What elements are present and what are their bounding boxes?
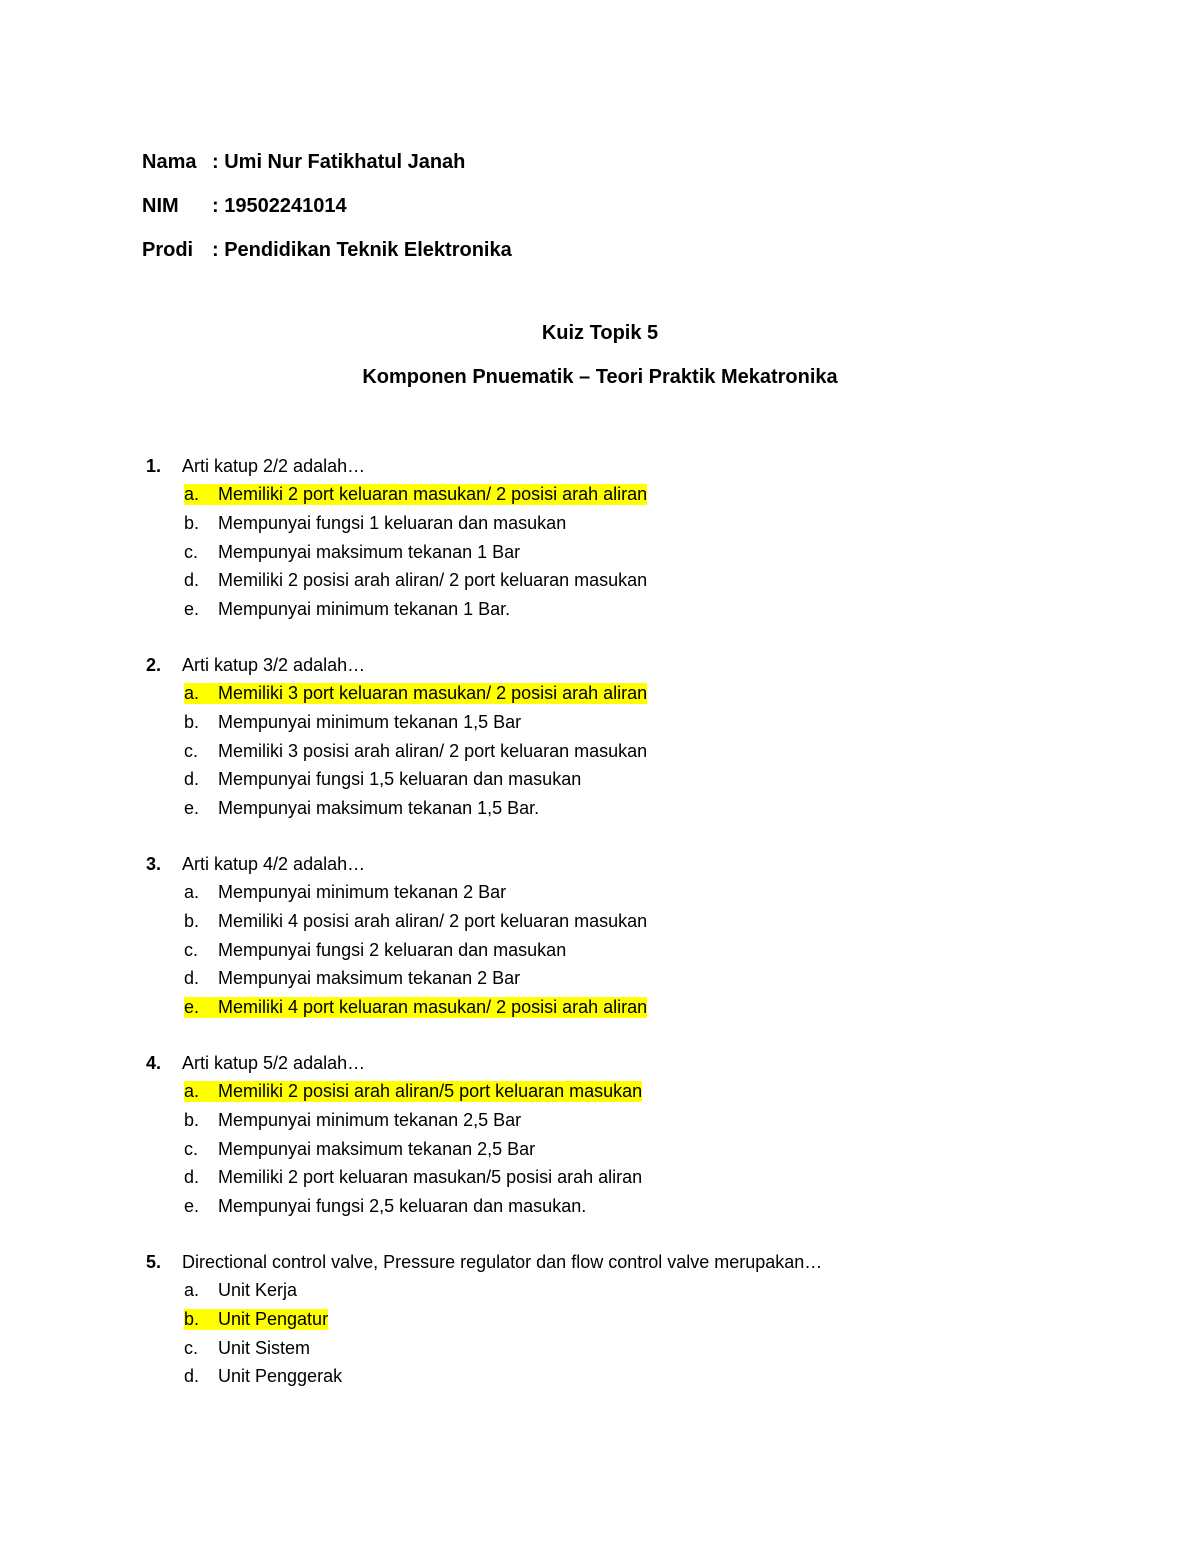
option-letter: d. [184,769,200,790]
answer-option [146,481,1146,510]
highlighted-answer [184,997,647,1018]
option-content [184,741,647,762]
option-text: Mempunyai fungsi 2 keluaran dan masukan [218,939,567,960]
answer-option [146,566,1146,595]
option-content [184,1167,642,1188]
answer-option [146,1277,1146,1306]
option-content [184,1196,586,1217]
question-3 [146,850,1146,1022]
question-line [146,1248,1146,1277]
nama-row [142,140,512,184]
prodi-label: Prodi [142,238,194,261]
option-letter: d. [184,570,200,591]
option-letter: e. [184,797,200,818]
option-content [184,513,566,534]
option-text: Mempunyai maksimum tekanan 1 Bar [218,541,521,562]
answer-option [146,509,1146,538]
option-letter: c. [184,541,199,562]
option-content [184,940,566,961]
nama-value: : Umi Nur Fatikhatul Janah [212,150,466,173]
question-number: 4. [146,1052,162,1073]
answer-option [146,936,1146,965]
answer-option [146,1106,1146,1135]
answer-option [146,1334,1146,1363]
option-letter: c. [184,740,199,761]
question-2 [146,651,1146,823]
option-text: Memiliki 4 posisi arah aliran/ 2 port keluaran masukan [218,910,648,931]
option-text: Mempunyai minimum tekanan 1 Bar. [218,598,511,619]
option-text: Unit Sistem [218,1337,311,1358]
option-content [184,882,506,903]
option-letter: a. [184,882,200,903]
nama-label: Nama [142,150,197,173]
option-letter: a. [184,1081,200,1102]
option-text: Unit Kerja [218,1280,298,1301]
option-text: Mempunyai minimum tekanan 1,5 Bar [218,711,522,732]
highlighted-answer [184,1309,328,1330]
answer-option [146,1305,1146,1334]
option-letter: b. [184,1109,200,1130]
option-letter: d. [184,968,200,989]
option-text: Memiliki 2 posisi arah aliran/5 port keluaran masukan [218,1081,643,1102]
option-content [184,1366,342,1387]
answer-option [146,993,1146,1022]
option-letter: e. [184,996,200,1017]
option-text: Mempunyai maksimum tekanan 1,5 Bar. [218,797,540,818]
question-text: Arti katup 3/2 adalah… [182,654,366,675]
answer-option [146,964,1146,993]
option-text: Mempunyai minimum tekanan 2,5 Bar [218,1109,522,1130]
option-text: Memiliki 3 port keluaran masukan/ 2 posisi arah aliran [218,683,648,704]
question-number: 1. [146,455,162,476]
answer-option [146,879,1146,908]
option-letter: b. [184,711,200,732]
answer-option [146,907,1146,936]
option-content [184,798,539,819]
quiz-subtitle: Komponen Pnuematik – Teori Praktik Mekatronika [362,366,838,388]
nim-value: : 19502241014 [212,194,347,217]
option-letter: b. [184,910,200,931]
option-text: Mempunyai maksimum tekanan 2,5 Bar [218,1138,536,1159]
option-text: Unit Penggerak [218,1366,343,1387]
option-content [184,1280,297,1301]
option-content [184,1139,535,1160]
highlighted-answer [184,484,647,505]
option-text: Mempunyai maksimum tekanan 2 Bar [218,968,521,989]
option-letter: a. [184,484,200,505]
answer-option [146,1163,1146,1192]
answer-option [146,737,1146,766]
option-letter: b. [184,512,200,533]
answer-option [146,1362,1146,1391]
question-number: 2. [146,654,162,675]
prodi-value: : Pendidikan Teknik Elektronika [212,238,512,261]
option-content [184,1338,310,1359]
question-number: 5. [146,1251,162,1272]
option-letter: e. [184,1195,200,1216]
option-letter: c. [184,1138,199,1159]
option-text: Mempunyai minimum tekanan 2 Bar [218,882,507,903]
option-content [184,542,520,563]
nim-row [142,184,512,228]
answer-option [146,765,1146,794]
answer-option [146,1135,1146,1164]
question-text: Directional control valve, Pressure regulator dan flow control valve merupakan… [182,1251,823,1272]
option-content [184,911,647,932]
question-line [146,1049,1146,1078]
highlighted-answer [184,683,647,704]
answer-option [146,595,1146,624]
quiz-title: Kuiz Topik 5 [541,322,659,344]
answer-option [146,708,1146,737]
option-letter: d. [184,1167,200,1188]
question-4 [146,1049,1146,1221]
student-identity [142,140,512,272]
answer-option [146,538,1146,567]
question-1 [146,452,1146,624]
question-text: Arti katup 4/2 adalah… [182,853,366,874]
answer-option [146,680,1146,709]
option-content [184,570,647,591]
prodi-row [142,228,512,272]
answer-option [146,794,1146,823]
option-text: Mempunyai fungsi 1 keluaran dan masukan [218,512,567,533]
option-content [184,712,521,733]
option-letter: d. [184,1366,200,1387]
option-text: Memiliki 2 port keluaran masukan/5 posisi arah aliran [218,1167,643,1188]
option-text: Unit Pengatur [218,1308,329,1329]
option-letter: a. [184,1280,200,1301]
question-line [146,452,1146,481]
option-letter: e. [184,598,200,619]
option-text: Mempunyai fungsi 2,5 keluaran dan masukan. [218,1195,587,1216]
question-number: 3. [146,853,162,874]
option-text: Memiliki 2 port keluaran masukan/ 2 posisi arah aliran [218,484,648,505]
question-text: Arti katup 2/2 adalah… [182,455,366,476]
answer-option [146,1078,1146,1107]
option-content [184,968,520,989]
option-content [184,599,510,620]
option-letter: a. [184,683,200,704]
option-letter: c. [184,939,199,960]
option-content [184,1110,521,1131]
option-text: Memiliki 2 posisi arah aliran/ 2 port keluaran masukan [218,570,648,591]
option-text: Memiliki 3 posisi arah aliran/ 2 port keluaran masukan [218,740,648,761]
option-text: Mempunyai fungsi 1,5 keluaran dan masukan [218,769,582,790]
option-text: Memiliki 4 port keluaran masukan/ 2 posisi arah aliran [218,996,648,1017]
option-letter: b. [184,1308,200,1329]
option-letter: c. [184,1337,199,1358]
question-line [146,850,1146,879]
nim-label: NIM [142,194,179,217]
question-text: Arti katup 5/2 adalah… [182,1052,366,1073]
option-content [184,769,581,790]
question-line [146,651,1146,680]
question-5 [146,1248,1146,1391]
answer-option [146,1192,1146,1221]
highlighted-answer [184,1081,642,1102]
